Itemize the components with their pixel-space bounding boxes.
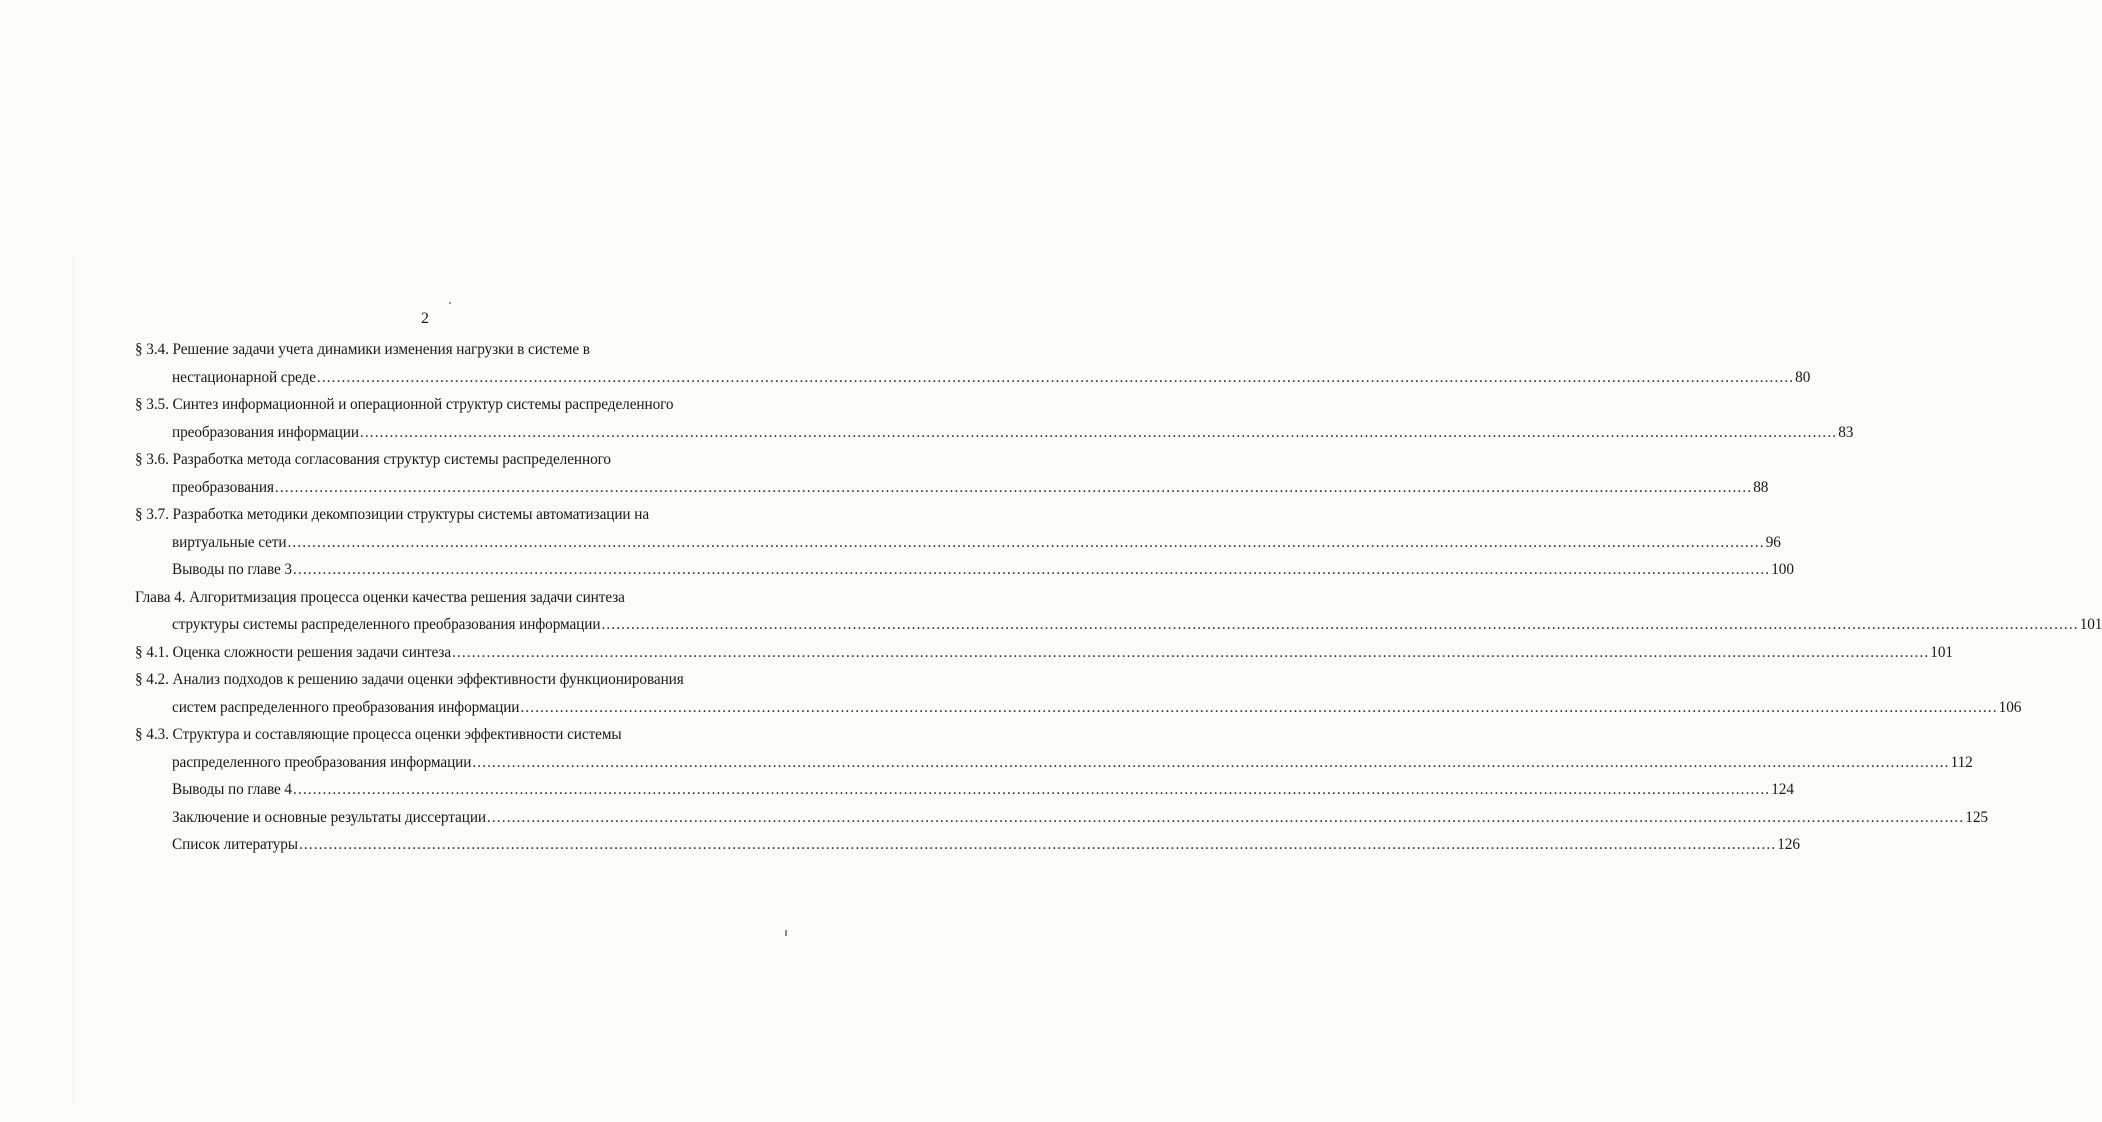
page-number: 2 (421, 310, 429, 327)
toc-page-number: 83 (1838, 423, 1854, 441)
toc-entry-title: Список литературы (172, 836, 298, 853)
dot-leader: ............................................................................................................................................................................................................................................................................................................ (292, 561, 1771, 578)
toc-entry-title: преобразования информации (172, 423, 359, 441)
toc-entry-title: систем распределенного преобразования информации (172, 698, 520, 716)
toc-page-number: 96 (1765, 533, 1781, 551)
toc-page-number: 101 (1930, 643, 1953, 661)
toc-page-number: 80 (1795, 368, 1811, 386)
table-of-contents (135, 340, 2102, 863)
toc-entry-title: § 3.7. Разработка методики декомпозиции структуры системы автоматизации на (135, 506, 650, 523)
dot-leader: ............................................................................................................................................................................................................................................................................................................ (359, 423, 1838, 441)
toc-entry-line (172, 780, 1794, 808)
scan-mark (785, 930, 787, 936)
toc-page-number: 88 (1753, 478, 1769, 496)
toc-entry-title: § 3.5. Синтез информационной и операционной структур системы распределенного (135, 396, 674, 413)
dot-leader: ............................................................................................................................................................................................................................................................................................................ (292, 781, 1771, 798)
toc-entry-line (135, 505, 717, 533)
scan-speck (449, 302, 451, 304)
toc-page-number: 112 (1950, 753, 1973, 771)
toc-entry-line (172, 753, 1973, 781)
toc-entry-line (135, 340, 717, 368)
toc-entry-line (172, 835, 1800, 863)
dot-leader: ............................................................................................................................................................................................................................................................................................................ (287, 533, 1765, 551)
scan-shadow (73, 255, 74, 1105)
toc-entry-title: виртуальные сети (172, 533, 287, 551)
dot-leader: ............................................................................................................................................................................................................................................................................................................ (472, 753, 1950, 771)
dot-leader: ............................................................................................................................................................................................................................................................................................................ (452, 643, 1930, 661)
toc-entry-title: § 4.3. Структура и составляющие процесса оценки эффективности системы (135, 726, 622, 743)
toc-entry-line (172, 698, 2022, 726)
dot-leader: ............................................................................................................................................................................................................................................................................................................ (601, 616, 2079, 633)
toc-entry-title: структуры системы распределенного преобразования информации (172, 616, 601, 633)
toc-entry-title: распределенного преобразования информации (172, 753, 472, 771)
toc-entry-title: преобразования (172, 478, 274, 496)
toc-entry-line (135, 670, 717, 698)
toc-entry-line (135, 395, 717, 423)
toc-page-number: 101 (2079, 616, 2102, 633)
toc-entry-line (172, 478, 1769, 506)
toc-entry-line (172, 808, 1988, 836)
toc-entry-title: § 3.4. Решение задачи учета динамики изменения нагрузки в системе в (135, 341, 590, 358)
toc-entry-title: Выводы по главе 4 (172, 781, 292, 798)
dot-leader: ............................................................................................................................................................................................................................................................................................................ (298, 836, 1777, 853)
toc-entry-title: Выводы по главе 3 (172, 561, 292, 578)
toc-entry-line (172, 423, 1854, 451)
toc-entry-title: нестационарной среде (172, 368, 316, 386)
toc-entry-title: § 4.2. Анализ подходов к решению задачи оценки эффективности функционирования (135, 671, 684, 688)
dot-leader: ............................................................................................................................................................................................................................................................................................................ (316, 368, 1795, 386)
toc-entry-line (135, 588, 717, 616)
toc-entry-line (172, 615, 2102, 643)
toc-entry-line (172, 368, 1811, 396)
toc-page-number: 126 (1777, 836, 1800, 853)
toc-entry-line (135, 450, 717, 478)
toc-entry-line (135, 643, 1953, 671)
toc-entry-title: Заключение и основные результаты диссертации (172, 808, 486, 826)
toc-entry-title: § 4.1. Оценка сложности решения задачи синтеза (135, 643, 452, 661)
dot-leader: ............................................................................................................................................................................................................................................................................................................ (487, 808, 1965, 826)
toc-page-number: 125 (1965, 808, 1988, 826)
toc-page-number: 106 (1998, 698, 2022, 716)
toc-entry-line (172, 533, 1781, 561)
toc-entry-line (172, 560, 1794, 588)
toc-entry-line (135, 725, 717, 753)
toc-page-number: 100 (1771, 561, 1794, 578)
toc-page-number: 124 (1771, 781, 1794, 798)
toc-entry-title: § 3.6. Разработка метода согласования структур системы распределенного (135, 451, 611, 468)
dot-leader: ............................................................................................................................................................................................................................................................................................................ (520, 698, 1998, 716)
toc-entry-title: Глава 4. Алгоритмизация процесса оценки качества решения задачи синтеза (135, 588, 625, 606)
dot-leader: ............................................................................................................................................................................................................................................................................................................ (274, 478, 1753, 496)
